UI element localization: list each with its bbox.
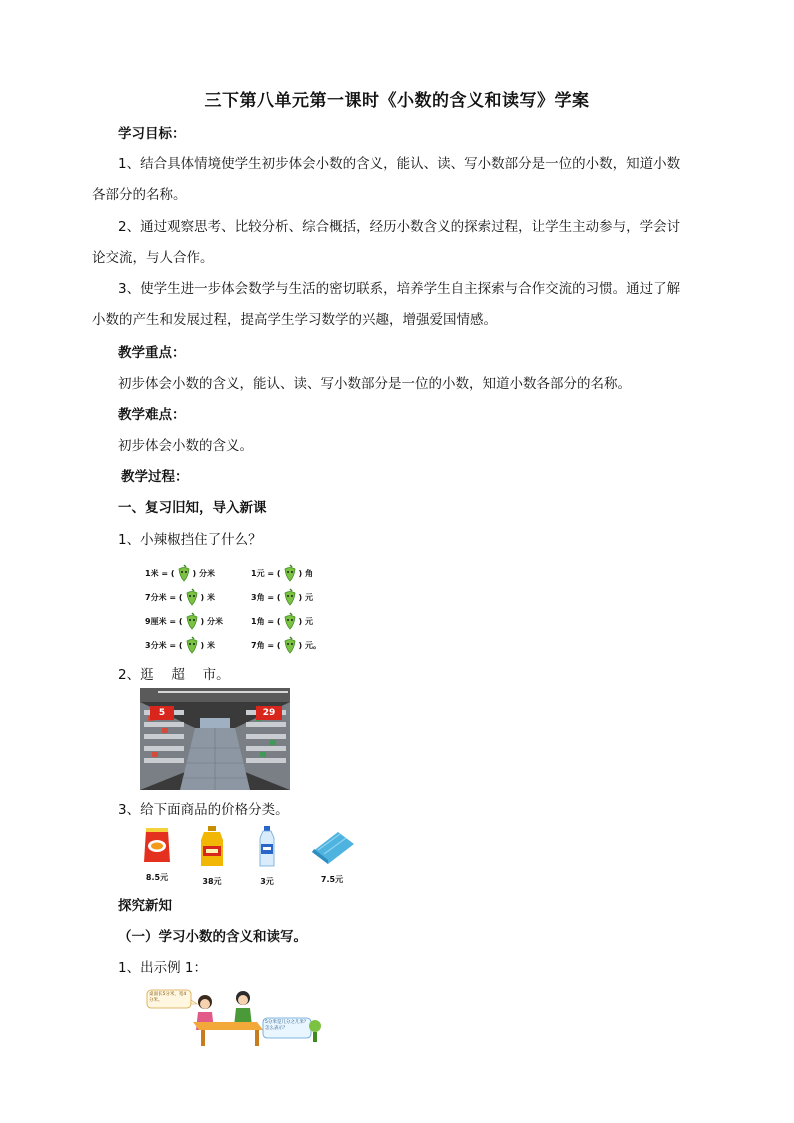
pepper-icon (282, 564, 298, 582)
quiz-right-pre: 1角 = ( (251, 616, 281, 626)
pepper-icon (184, 588, 200, 606)
quiz-right-pre: 7角 = ( (251, 640, 281, 650)
goal-1-line1: 1、结合具体情境使学生初步体会小数的含义，能认、读、写小数部分是一位的小数，知道小数 (118, 156, 681, 172)
towel-icon (308, 851, 356, 870)
product-price: 8.5元 (145, 873, 169, 882)
oil-bottle-icon (199, 853, 225, 872)
bubble-right: 5分米是几分之几米？怎么表示？ (265, 1020, 309, 1031)
product-detergent (140, 826, 174, 883)
key-text: 初步体会小数的含义，能认、读、写小数部分是一位的小数，知道小数各部分的名称。 (118, 376, 631, 392)
item2-text: 2、逛 超 市。 (118, 667, 230, 683)
goal-3-line1: 3、使学生进一步体会数学与生活的密切联系，培养学生自主探索与合作交流的习惯。通过了解 (118, 281, 681, 297)
quiz-row (145, 611, 345, 631)
goal-2-line1: 2、通过观察思考、比较分析、综合概括，经历小数含义的探索过程，让学生主动参与，学会讨 (118, 219, 681, 235)
detergent-bag-icon (142, 849, 172, 868)
difficulty-text: 初步体会小数的含义。 (118, 438, 253, 454)
key-heading: 教学重点： (118, 345, 186, 361)
pepper-icon (184, 612, 200, 630)
pepper-icon (184, 636, 200, 654)
quiz-right-post: ) 元。 (298, 640, 321, 650)
product-price: 7.5元 (320, 875, 344, 884)
quiz-row (145, 635, 345, 655)
explore-heading: 探究新知 (118, 898, 172, 914)
product-towel (307, 826, 357, 885)
difficulty-heading: 教学难点： (118, 407, 186, 423)
product-price: 38元 (202, 877, 222, 886)
quiz-right-post: ) 元 (298, 592, 313, 602)
quiz-left-pre: 9厘米 = ( (145, 616, 183, 626)
quiz-left-pre: 7分米 = ( (145, 592, 183, 602)
quiz-left-post: ) 分米 (200, 616, 223, 626)
goal-1-line2: 各部分的名称。 (92, 187, 187, 203)
pepper-icon (282, 612, 298, 630)
item3-text: 3、给下面商品的价格分类。 (118, 802, 289, 818)
pepper-icon (176, 564, 192, 582)
goal-1 (92, 149, 704, 211)
page-title: 三下第八单元第一课时《小数的含义和读写》学案 (204, 91, 590, 111)
quiz-left-pre: 1米 = ( (145, 568, 175, 578)
quiz-row (145, 563, 345, 583)
water-bottle-icon (258, 853, 276, 872)
quiz-right-post: ) 角 (298, 568, 313, 578)
item1-text: 1、小辣椒挡住了什么？ (118, 532, 262, 548)
supermarket-photo (140, 688, 290, 790)
quiz-left-post: ) 米 (200, 640, 215, 650)
price-sign-left: 5 (158, 708, 166, 718)
quiz-row (145, 587, 345, 607)
product-water (256, 826, 278, 887)
goal-3-line2: 小数的产生和发展过程，提高学生学习数学的兴趣，增强爱国情感。 (92, 312, 497, 328)
product-price: 3元 (260, 877, 274, 886)
bubble-left: 桌面长5分米，宽4分米。 (149, 992, 187, 1003)
goal-3 (92, 274, 704, 336)
product-oil (197, 826, 227, 887)
quiz-right-pre: 1元 = ( (251, 568, 281, 578)
goal-2-line2: 论交流，与人合作。 (92, 250, 214, 266)
quiz-left-pre: 3分米 = ( (145, 640, 183, 650)
pepper-icon (282, 588, 298, 606)
price-sign-right: 29 (262, 708, 276, 718)
quiz-right-pre: 3角 = ( (251, 592, 281, 602)
goal-2 (92, 212, 704, 274)
quiz-left-post: ) 米 (200, 592, 215, 602)
example-text: 1、出示例 1： (118, 960, 207, 976)
quiz-left-post: ) 分米 (192, 568, 215, 578)
pepper-icon (282, 636, 298, 654)
example-illustration (145, 982, 325, 1048)
section1-heading: 一、复习旧知，导入新课 (118, 500, 267, 516)
goals-heading: 学习目标： (118, 126, 186, 142)
quiz-right-post: ) 元 (298, 616, 313, 626)
pepper-quiz (145, 563, 345, 655)
sub1-heading: （一）学习小数的含义和读写。 (118, 929, 307, 945)
process-heading: 教学过程： (121, 469, 189, 485)
